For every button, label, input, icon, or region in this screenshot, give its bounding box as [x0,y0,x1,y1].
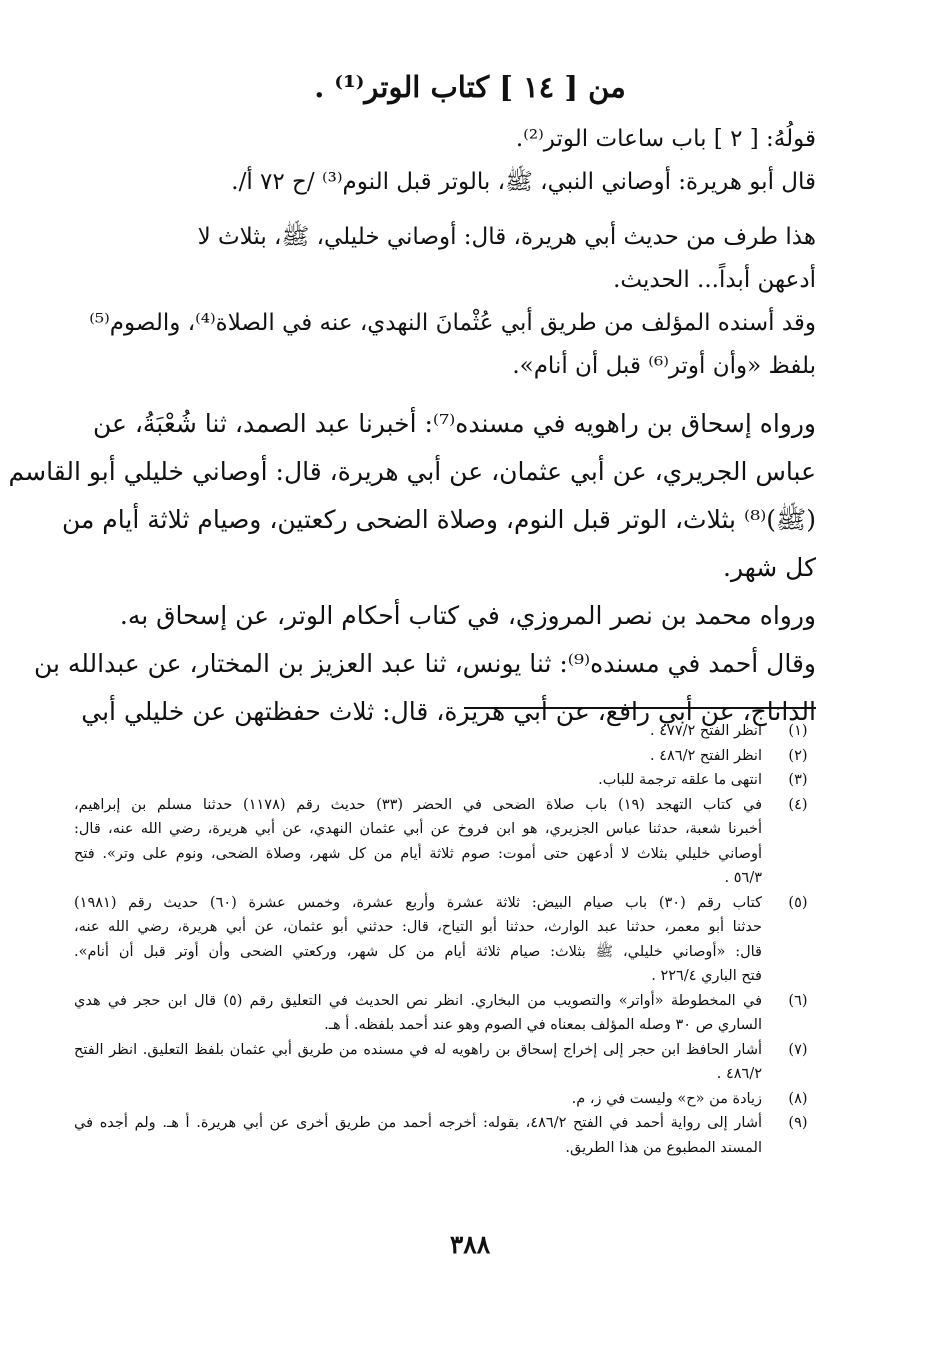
footnote-number: (٤) [788,796,808,813]
footnote [74,719,820,744]
page-number: ٣٨٨ [449,1230,491,1259]
footnote-text: في المخطوطة «أواتر» والتصويب من البخاري. انظر نص الحديث في التعليق رقم (٥) قال ابن حجر في هدي [74,992,762,1009]
footnote-text: أشار إلى رواية أحمد في الفتح ٤٨٦/٢، بقوله: أخرجه أحمد من طريق أخرى عن أبي هريرة. أ هـ. ولم أجده في [74,1115,762,1131]
text-line: قولُهُ: [ ٢ ] باب ساعات الوتر⁽²⁾. [515,126,816,152]
footnote-text: المسند المطبوع من هذا الطريق. [565,1139,762,1156]
footnote-text: الساري ص ٣٠ وصله المؤلف بمعناه في الصوم وهو عند أحمد بلفظه. أ هـ. [324,1017,762,1033]
footnote-text: كتاب رقم (٣٠) باب صيام البيض: ثلاثة عشرة وأربع عشرة، وخمس عشرة (٦٠) حديث رقم (١٩٨١) [74,894,762,911]
footnote-number: (٥) [788,894,808,911]
footnote [74,768,820,793]
footnote-number: (٣) [788,772,808,788]
footnote-text: حدثنا أبو معمر، حدثنا عبد الوارث، حدثنا أبو التياح، قال: حدثني أبو عثمان، عن أبي هريرة، رضي الله عنه، [74,919,762,935]
footnote-text: فتح الباري ٢٢٦/٤ . [651,968,762,984]
footnote-number: (٦) [788,992,808,1009]
footnote [74,1111,820,1160]
text-line: (ﷺ)⁽⁸⁾ بثلاث، الوتر قبل النوم، وصلاة الضحى ركعتين، وصيام ثلاثة أيام من [61,505,816,534]
footnote-text: في كتاب التهجد (١٩) باب صلاة الضحى في الحضر (٣٣) حديث رقم (١١٧٨) حدثنا مسلم بن إبراهيم، [74,796,763,813]
text-line: وقد أسنده المؤلف من طريق أبي عُثْمانَ النهدي، عنه في الصلاة⁽⁴⁾، والصوم⁽⁵⁾ [89,310,816,336]
text-line: ورواه إسحاق بن راهويه في مسنده⁽⁷⁾: أخبرنا عبد الصمد، ثنا شُعْبَةُ، عن [92,409,816,438]
chapter-heading: من [ ١٤ ] كتاب الوتر⁽¹⁾ . [314,70,626,104]
footnote-text: انظر الفتح ٤٨٦/٢ . [650,747,762,764]
footnote [74,1087,820,1112]
footnote [74,793,820,891]
footnote-number: (٧) [788,1041,808,1058]
footnote-text: قال: «أوصاني خليلي، ﷺ بثلاث: صيام ثلاثة أيام من كل شهر، وركعتي الضحى وأن أوتر قبل أن أنام». [74,943,762,960]
footnote-text: ٤٨٦/٢ . [716,1066,762,1082]
footnote-text: زيادة من «ح» وليست في ز، م. [571,1090,762,1107]
footnote [74,1038,820,1087]
footnotes [74,719,820,1160]
text-line: أدعهن أبداً... الحديث. [613,267,816,293]
footnote-number: (٨) [788,1090,808,1107]
footnote [74,989,820,1038]
text-line: ورواه محمد بن نصر المروزي، في كتاب أحكام الوتر، عن إسحاق به. [119,601,816,630]
footnote-text: أشار الحافظ ابن حجر إلى إخراج إسحاق بن راهويه له في مسنده من طريق أبي عثمان بلفظ التعليق. انظر الفتح [74,1041,762,1058]
footnote-number: (٩) [788,1115,808,1131]
text-line: عباس الجريري، عن أبي عثمان، عن أبي هريرة، قال: أوصاني خليلي أبو القاسم [8,457,816,486]
text-line: قال أبو هريرة: أوصاني النبي، ﷺ، بالوتر قبل النوم⁽³⁾ /ح ٧٢ أ/. [231,169,816,195]
text-line: الداناج، عن أبي رافع، عن أبي هريرة، قال: ثلاث حفظتهن عن خليلي أبي [81,697,816,726]
footnote-text: أخبرنا شعبة، حدثنا عباس الجزيري، هو ابن فروخ عن أبي عثمان النهدي، عن أبي هريرة، رضي الله عنه، قال: [74,821,762,837]
text-line: هذا طرف من حديث أبي هريرة، قال: أوصاني خليلي، ﷺ، بثلاث لا [197,224,816,250]
footnote-text: انتهى ما علقه ترجمة للباب. [598,772,762,788]
footnote-text: أوصاني خليلي بثلاث لا أدعهن حتى أموت: صوم ثلاثة أيام من كل شهر، وصلاة الضحى، ونوم على وتر». فتح [74,845,762,862]
footnote [74,744,820,769]
footnote-divider [464,707,816,709]
footnote-text: ٥٦/٣ . [724,870,762,886]
text-line: كل شهر. [723,553,816,582]
text-line: وقال أحمد في مسنده⁽⁹⁾: ثنا يونس، ثنا عبد العزيز بن المختار، عن عبدالله بن [33,649,816,678]
main-text [8,118,816,736]
footnote-number: (٢) [788,747,808,764]
footnote-number: (١) [788,723,808,739]
footnote-text: انظر الفتح ٤٧٧/٢ . [650,723,762,739]
text-line: بلفظ «وأن أوتر⁽⁶⁾ قبل أن أنام». [512,353,816,379]
footnote [74,891,820,989]
